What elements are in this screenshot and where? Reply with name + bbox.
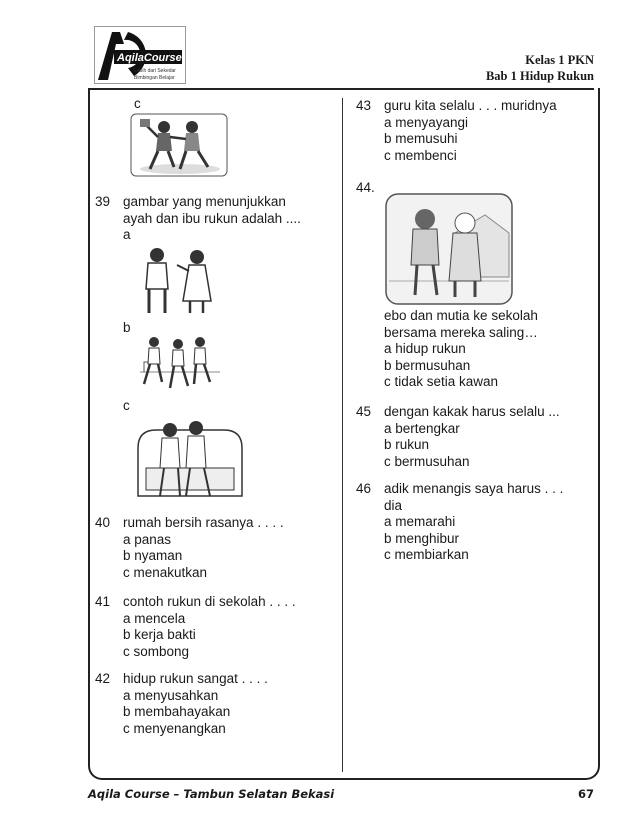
question-44-number: 44. xyxy=(356,180,375,195)
question-44: ebo dan mutia ke sekolah bersama mereka saling… a hidup rukun b bermusuhan c tidak setia kawan xyxy=(384,308,538,389)
family-on-sofa-illustration xyxy=(134,412,246,500)
question-39-option-b: b xyxy=(123,320,131,335)
page-number: 67 xyxy=(577,787,594,801)
prev-option-c: c xyxy=(134,96,141,111)
aqila-course-logo xyxy=(94,26,186,84)
children-fighting-illustration xyxy=(130,113,228,177)
svg-text:Lebih dari Sekedar: Lebih dari Sekedar xyxy=(134,68,176,74)
svg-text:Bimbingan Belajar: Bimbingan Belajar xyxy=(134,75,175,81)
parents-talking-illustration xyxy=(135,243,217,315)
question-39-option-c: c xyxy=(123,398,130,413)
question-42: 42 hidup rukun sangat . . . . a menyusahkan b membahayakan c menyenangkan xyxy=(95,671,268,736)
header-chapter: Bab 1 Hidup Rukun xyxy=(485,69,594,83)
question-40: 40 rumah bersih rasanya . . . . a panas b nyaman c menakutkan xyxy=(95,515,284,580)
question-45: 45 dengan kakak harus selalu ... a bertengkar b rukun c bermusuhan xyxy=(356,404,560,469)
question-46: 46 adik menangis saya harus . . . dia a memarahi b menghibur c membiarkan xyxy=(356,481,564,562)
svg-text:AqilaCourse: AqilaCourse xyxy=(117,52,182,64)
header-class: Kelas 1 PKN xyxy=(525,53,594,67)
page-footer xyxy=(88,787,594,801)
children-walking-to-school-illustration xyxy=(385,193,513,305)
page-header xyxy=(486,52,594,84)
question-43: 43 guru kita selalu . . . muridnya a menyayangi b memusuhi c membenci xyxy=(356,98,557,163)
footer-text: Aqila Course – Tambun Selatan Bekasi xyxy=(88,787,335,801)
column-divider xyxy=(342,98,343,772)
children-playing-illustration xyxy=(138,332,222,394)
question-41: 41 contoh rukun di sekolah . . . . a mencela b kerja bakti c sombong xyxy=(95,594,296,659)
question-39: 39 gambar yang menunjukkan ayah dan ibu rukun adalah .... a xyxy=(95,194,301,242)
